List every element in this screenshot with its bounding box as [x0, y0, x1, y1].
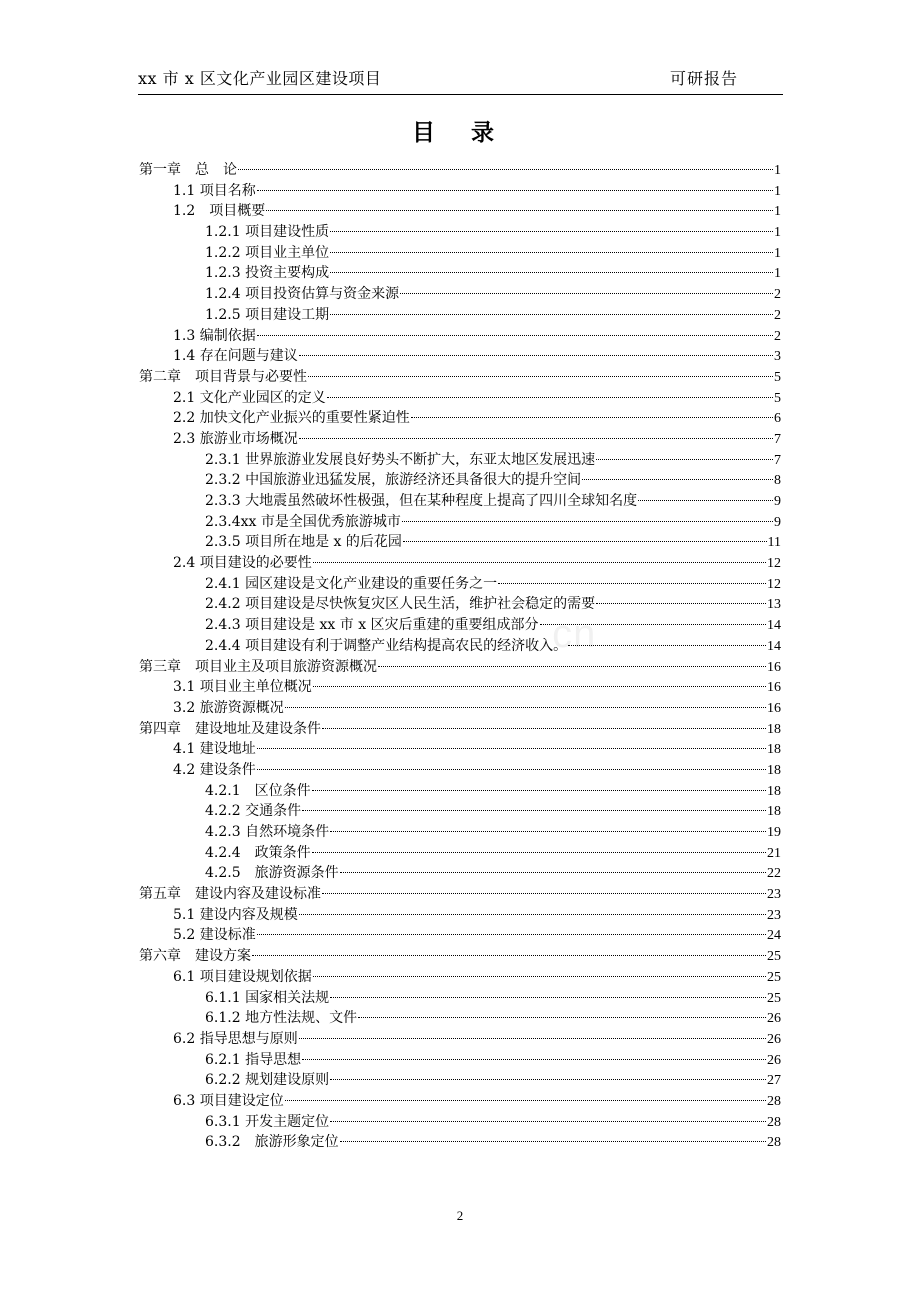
toc-page-number: 8: [774, 473, 781, 489]
toc-entry-text: 1.3 编制依据: [173, 327, 256, 344]
toc-entry-text: 2.3.3 大地震虽然破坏性极强，但在某种程度上提高了四川全球知名度: [205, 493, 638, 509]
toc-entry-text: 6.1.1 国家相关法规: [205, 989, 330, 1006]
toc-leader-dots: [266, 210, 773, 211]
toc-page-number: 12: [767, 556, 781, 572]
toc-entry[interactable]: [139, 408, 781, 429]
toc-entry[interactable]: [139, 574, 781, 595]
toc-leader-dots: [330, 997, 766, 998]
toc-entry[interactable]: [139, 532, 781, 553]
toc-entry-text: 2.3 旅游业市场概况: [173, 430, 298, 447]
toc-entry[interactable]: [139, 988, 781, 1009]
toc-leader-dots: [358, 1017, 766, 1018]
toc-entry[interactable]: [139, 781, 781, 802]
toc-entry[interactable]: [139, 512, 781, 533]
toc-page-number: 28: [767, 1135, 781, 1151]
toc-entry[interactable]: [139, 346, 781, 367]
toc-page-number: 26: [767, 1011, 781, 1027]
toc-chapter-entry[interactable]: [139, 367, 781, 388]
toc-page-number: 1: [774, 225, 781, 241]
toc-leader-dots: [330, 231, 773, 232]
toc-page-number: 11: [767, 535, 781, 551]
header-report-type: 可研报告: [669, 69, 738, 88]
toc-entry[interactable]: [139, 739, 781, 760]
toc-page-number: 1: [774, 163, 781, 178]
toc-entry-text: 1.2.1 项目建设性质: [205, 224, 330, 241]
toc-entry-text: 第二章 项目背景与必要性: [139, 368, 307, 385]
toc-entry[interactable]: [139, 1112, 781, 1133]
toc-page-number: 1: [774, 204, 781, 220]
toc-leader-dots: [257, 748, 766, 749]
toc-page-number: 27: [767, 1073, 781, 1089]
toc-entry-text: 4.2 建设条件: [173, 761, 256, 778]
toc-page-number: 16: [767, 659, 781, 675]
toc-entry[interactable]: [139, 615, 781, 636]
toc-leader-dots: [330, 1121, 766, 1122]
toc-leader-dots: [322, 728, 766, 729]
toc-leader-dots: [498, 583, 766, 584]
toc-leader-dots: [312, 790, 766, 791]
toc-entry-text: 第三章 项目业主及项目旅游资源概况: [139, 658, 377, 675]
toc-page-number: 12: [767, 576, 781, 592]
toc-entry-text: 6.3 项目建设定位: [173, 1092, 284, 1109]
toc-page-number: 28: [767, 1114, 781, 1130]
toc-leader-dots: [330, 314, 773, 315]
toc-entry-text: 4.2.2 交通条件: [205, 803, 302, 820]
toc-leader-dots: [402, 521, 773, 522]
toc-entry-text: 4.2.4 政策条件: [205, 844, 311, 861]
toc-leader-dots: [403, 541, 767, 542]
toc-entry[interactable]: [139, 594, 781, 615]
toc-entry[interactable]: [139, 470, 781, 491]
toc-entry-text: 1.4 存在问题与建议: [173, 348, 298, 365]
toc-leader-dots: [285, 1100, 766, 1101]
toc-leader-dots: [313, 976, 766, 977]
toc-entry[interactable]: [139, 843, 781, 864]
toc-entry-text: 2.3.5 项目所在地是 x 的后花园: [205, 534, 402, 551]
toc-entry-text: 4.2.3 自然环境条件: [205, 824, 330, 840]
toc-entry-text: 2.4 项目建设的必要性: [173, 555, 312, 572]
toc-page-number: 21: [767, 845, 781, 861]
toc-entry-text: 1.2.2 项目业主单位: [205, 244, 330, 261]
toc-entry[interactable]: [139, 967, 781, 988]
toc-page-number: 19: [767, 825, 781, 840]
toc-entry-text: 2.1 文化产业园区的定义: [173, 389, 326, 406]
toc-leader-dots: [285, 707, 766, 708]
toc-entry-text: 1.2.4 项目投资估算与资金来源: [205, 286, 400, 303]
toc-entry[interactable]: [139, 1091, 781, 1112]
toc-page-number: 6: [774, 411, 781, 427]
toc-page-number: 1: [774, 183, 781, 199]
toc-entry[interactable]: [139, 636, 781, 657]
toc-page-number: 14: [767, 638, 781, 654]
toc-entry-text: 6.1.2 地方性法规、文件: [205, 1010, 358, 1027]
toc-page-number: 25: [767, 990, 781, 1006]
toc-entry-text: 6.3.2 旅游形象定位: [205, 1134, 339, 1151]
toc-entry-text: 第四章 建设地址及建设条件: [139, 720, 321, 737]
header-project-title: xx 市 x 区文化产业园区建设项目: [138, 69, 382, 88]
toc-entry[interactable]: [139, 450, 781, 471]
toc-leader-dots: [596, 459, 773, 460]
toc-entry-text: 2.3.1 世界旅游业发展良好势头不断扩大，东亚太地区发展迅速: [205, 451, 596, 468]
toc-entry[interactable]: [139, 677, 781, 698]
toc-entry-text: 1.1 项目名称: [173, 182, 256, 199]
toc-leader-dots: [638, 500, 773, 501]
page-header: [138, 64, 783, 95]
toc-entry-text: 2.2 加快文化产业振兴的重要性紧迫性: [173, 410, 410, 427]
toc-leader-dots: [299, 355, 773, 356]
toc-entry[interactable]: [139, 822, 781, 843]
toc-entry-text: 3.2 旅游资源概况: [173, 699, 284, 716]
toc-entry-text: 2.4.1 园区建设是文化产业建设的重要任务之一: [205, 575, 498, 592]
toc-page-number: 18: [767, 762, 781, 778]
toc-page-number: 7: [774, 452, 781, 468]
toc-page-number: 24: [767, 928, 781, 944]
toc-leader-dots: [568, 645, 766, 646]
toc-leader-dots: [327, 397, 773, 398]
toc-entry-text: 3.1 项目业主单位概况: [173, 679, 312, 696]
toc-entry-text: 第一章 总 论: [139, 162, 237, 178]
toc-leader-dots: [340, 1141, 766, 1142]
toc-leader-dots: [299, 438, 773, 439]
toc-entry-text: 6.2.1 指导思想: [205, 1051, 302, 1068]
toc-leader-dots: [257, 769, 766, 770]
toc-entry[interactable]: [139, 201, 781, 222]
toc-leader-dots: [302, 1059, 766, 1060]
toc-leader-dots: [313, 562, 766, 563]
toc-entry-text: 1.2.5 项目建设工期: [205, 306, 330, 323]
toc-entry[interactable]: [139, 925, 781, 946]
toc-entry-text: 4.2.5 旅游资源条件: [205, 865, 339, 882]
toc-leader-dots: [330, 272, 773, 273]
toc-page-number: 7: [774, 431, 781, 447]
toc-page-number: 25: [767, 969, 781, 985]
toc-entry[interactable]: [139, 863, 781, 884]
toc-entry[interactable]: [139, 181, 781, 202]
toc-page-number: 23: [767, 887, 781, 903]
toc-page-number: 23: [767, 907, 781, 923]
toc-entry-text: 2.3.2 中国旅游业迅猛发展，旅游经济还具备很大的提升空间: [205, 472, 582, 489]
toc-page-number: 18: [767, 742, 781, 758]
toc-leader-dots: [411, 417, 773, 418]
toc-page-number: 16: [767, 700, 781, 716]
toc-entry[interactable]: [139, 760, 781, 781]
toc-entry-text: 2.4.3 项目建设是 xx 市 x 区灾后重建的重要组成部分: [205, 617, 539, 634]
toc-leader-dots: [340, 872, 766, 873]
toc-page-number: 3: [774, 349, 781, 365]
toc-leader-dots: [313, 686, 766, 687]
toc-entry[interactable]: [139, 243, 781, 264]
toc-title: 目 录: [411, 119, 508, 146]
toc-chapter-entry[interactable]: [139, 946, 781, 967]
toc-page-number: 26: [767, 1031, 781, 1047]
toc-chapter-entry[interactable]: [139, 160, 781, 181]
toc-leader-dots: [252, 955, 766, 956]
toc-entry[interactable]: [139, 1029, 781, 1050]
toc-leader-dots: [330, 1079, 766, 1080]
toc-entry[interactable]: [139, 1050, 781, 1071]
toc-entry[interactable]: [139, 388, 781, 409]
toc-entry[interactable]: [139, 222, 781, 243]
toc-entry-text: 6.2 指导思想与原则: [173, 1030, 298, 1047]
toc-leader-dots: [308, 376, 773, 377]
table-of-contents: [139, 160, 781, 1153]
toc-leader-dots: [257, 190, 773, 191]
toc-entry-text: 5.2 建设标准: [173, 927, 256, 944]
toc-page-number: 18: [767, 783, 781, 799]
toc-leader-dots: [330, 252, 773, 253]
toc-entry[interactable]: [139, 905, 781, 926]
toc-entry[interactable]: [139, 491, 781, 512]
toc-page-number: 1: [774, 245, 781, 261]
toc-page-number: 5: [774, 390, 781, 406]
toc-entry-text: 2.4.2 项目建设是尽快恢复灾区人民生活，维护社会稳定的需要: [205, 596, 596, 613]
toc-leader-dots: [330, 831, 766, 832]
toc-leader-dots: [322, 893, 766, 894]
toc-chapter-entry[interactable]: [139, 884, 781, 905]
toc-leader-dots: [378, 666, 766, 667]
toc-entry[interactable]: [139, 429, 781, 450]
toc-page-number: 2: [774, 307, 781, 323]
toc-entry-text: 第六章 建设方案: [139, 948, 251, 965]
toc-chapter-entry[interactable]: [139, 657, 781, 678]
toc-page-number: 13: [767, 597, 781, 613]
toc-page-number: 9: [774, 514, 781, 530]
toc-page-number: 22: [767, 866, 781, 882]
toc-leader-dots: [596, 603, 766, 604]
toc-page-number: 18: [767, 721, 781, 737]
toc-entry-text: 5.1 建设内容及规模: [173, 906, 298, 923]
toc-entry[interactable]: [139, 326, 781, 347]
toc-entry[interactable]: [139, 305, 781, 326]
toc-entry[interactable]: [139, 284, 781, 305]
watermark: .cn: [540, 612, 597, 656]
toc-page-number: 26: [767, 1052, 781, 1068]
toc-entry-text: 2.3.4xx 市是全国优秀旅游城市: [205, 513, 401, 530]
toc-leader-dots: [302, 810, 766, 811]
toc-leader-dots: [257, 934, 766, 935]
toc-page-number: 2: [774, 287, 781, 303]
toc-leader-dots: [400, 293, 773, 294]
toc-page-number: 28: [767, 1093, 781, 1109]
toc-entry[interactable]: [139, 698, 781, 719]
toc-page-number: 14: [767, 618, 781, 634]
toc-page-number: 1: [774, 266, 781, 282]
toc-page-number: 2: [774, 328, 781, 344]
toc-entry-text: 6.1 项目建设规划依据: [173, 968, 312, 985]
toc-page-number: 25: [767, 949, 781, 965]
toc-page-number: 18: [767, 804, 781, 820]
toc-leader-dots: [299, 914, 766, 915]
toc-leader-dots: [238, 169, 773, 170]
toc-leader-dots: [299, 1038, 766, 1039]
toc-entry-text: 第五章 建设内容及建设标准: [139, 886, 321, 903]
toc-page-number: 9: [774, 494, 781, 509]
toc-leader-dots: [540, 624, 766, 625]
toc-leader-dots: [312, 852, 766, 853]
toc-entry-text: 1.2 项目概要: [173, 203, 266, 220]
toc-entry[interactable]: [139, 1132, 781, 1153]
toc-leader-dots: [582, 479, 773, 480]
toc-entry[interactable]: [139, 1070, 781, 1091]
toc-entry-text: 6.2.2 规划建设原则: [205, 1072, 330, 1089]
toc-entry-text: 4.1 建设地址: [173, 741, 256, 758]
toc-entry-text: 6.3.1 开发主题定位: [205, 1113, 330, 1130]
toc-entry-text: 1.2.3 投资主要构成: [205, 265, 330, 282]
toc-page-number: 5: [774, 369, 781, 385]
toc-entry[interactable]: [139, 1008, 781, 1029]
toc-entry[interactable]: [139, 801, 781, 822]
page-number: 2: [456, 1208, 464, 1223]
toc-entry-text: 4.2.1 区位条件: [205, 782, 311, 799]
toc-entry[interactable]: [139, 553, 781, 574]
toc-entry-text: 2.4.4 项目建设有利于调整产业结构提高农民的经济收入。: [205, 637, 568, 654]
toc-page-number: 16: [767, 680, 781, 696]
toc-leader-dots: [257, 335, 773, 336]
toc-entry[interactable]: [139, 263, 781, 284]
toc-chapter-entry[interactable]: [139, 719, 781, 740]
